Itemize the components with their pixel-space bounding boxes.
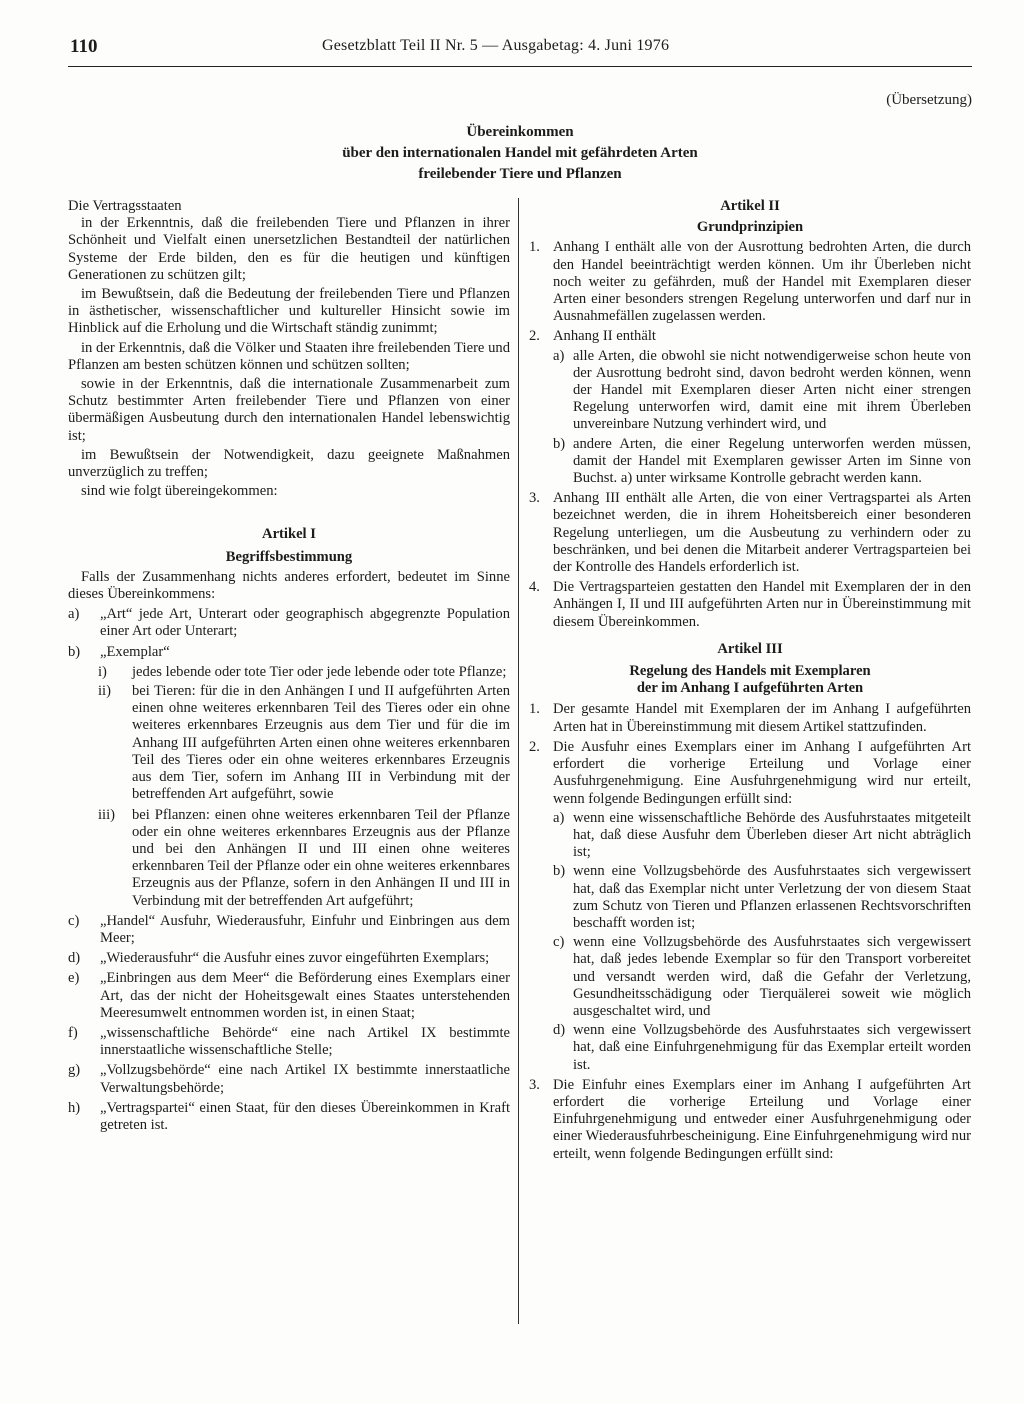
- article-3-paragraph-2d: [553, 1022, 971, 1074]
- item-text: Der gesamte Handel mit Exemplaren der im Anhang I aufgeführten Arten hat in Übereinstimmung mit diesem Artikel stattzufinden.: [553, 701, 971, 735]
- item-text: bei Pflanzen: einen ohne weiteres erkennbaren Teil der Pflanze oder ein ohne weiteres erkennbares Erzeugnis aus der Pflanze und bei den Anhängen II und III einen ohne weiteres erkennbaren Teil der Pflanze oder ein ohne weiteres erkennbares Erzeugnis aus der Pflanze, sofern in den Anhängen II und III in Verbindung mit der betreffenden Art aufgeführt;: [132, 806, 510, 909]
- document-title: [68, 122, 972, 185]
- item-label: d): [68, 950, 81, 967]
- item-label: c): [68, 912, 80, 929]
- translation-note: (Übersetzung): [886, 92, 972, 108]
- article-3-paragraph-2c: [553, 934, 971, 1020]
- article-3-title: Artikel III: [717, 640, 783, 657]
- item-text: alle Arten, die obwohl sie nicht notwendigerweise schon heute von der Ausrottung bedroht sind, davon bedroht werden können, wenn der Handel mit Exemplaren dieser Arten nicht einer strengen Regelung unterworfen wird, damit eine mit ihrem Überleben unvereinbare Nutzung verhindert wird, und: [573, 347, 971, 433]
- item-label: e): [68, 970, 80, 987]
- item-text: „Exemplar“: [100, 643, 170, 660]
- item-label: h): [68, 1099, 81, 1116]
- page-number: 110: [70, 36, 98, 57]
- definition-a: [68, 606, 510, 640]
- item-label: 2.: [529, 328, 540, 345]
- article-1-title: Artikel I: [262, 526, 316, 543]
- definition-b: [68, 644, 510, 661]
- preamble-paragraph: in der Erkenntnis, daß die Völker und Staaten ihre freilebenden Tiere und Pflanzen am besten schützen können und schützen sollten;: [68, 339, 510, 373]
- article-2-paragraph-2: [529, 328, 971, 345]
- item-text: „Einbringen aus dem Meer“ die Beförderung eines Exemplars einer Art, das der nicht der Hoheitsgewalt eines Staates unterstehenden Meeresumwelt entnommen worden ist, in einen Staat;: [100, 970, 510, 1021]
- item-label: g): [68, 1062, 81, 1079]
- right-column: [529, 198, 971, 1163]
- article-2-subtitle: Grundprinzipien: [696, 219, 804, 236]
- item-label: iii): [98, 806, 116, 823]
- item-label: b): [553, 435, 566, 452]
- item-text: Die Vertragsparteien gestatten den Handel mit Exemplaren der in den Anhängen I, II und III aufgeführten Arten nur in Übereinstimmung mit diesem Übereinkommen.: [553, 579, 971, 630]
- definition-c: [68, 913, 510, 947]
- definition-b-i: [98, 664, 510, 681]
- article-2-paragraph-4: [529, 579, 971, 631]
- article-2-paragraph-2b: [553, 436, 971, 488]
- article-3-subtitle-2: der im Anhang I aufgeführten Arten: [636, 680, 864, 697]
- item-text: wenn eine Vollzugsbehörde des Ausfuhrstaates sich vergewissert hat, daß eine Einfuhrgenehmigung für das Exemplar erteilt worden ist.: [573, 1022, 971, 1073]
- article-2-paragraph-2a: [553, 348, 971, 434]
- preamble-paragraph: sowie in der Erkenntnis, daß die internationale Zusammenarbeit zum Schutz bestimmter Arten freilebender Tiere und Pflanzen von einer übermäßigen Ausbeutung durch den internationalen Handel lebenswichtig ist;: [68, 376, 510, 444]
- item-label: a): [553, 347, 565, 364]
- item-text: andere Arten, die einer Regelung unterworfen werden müssen, damit der Handel mit Exemplaren gewisser Arten im Sinne von Buchst. a) unter wirksame Kontrolle gebracht werden kann.: [573, 435, 971, 487]
- preamble-paragraph: in der Erkenntnis, daß die freilebenden Tiere und Pflanzen in ihrer Schönheit und Vielfalt einen unersetzlichen Bestandteil der natürlichen Systeme der Erde bilden, den es für die heutigen und künftigen Generationen zu schützen gilt;: [68, 215, 510, 283]
- item-label: i): [98, 663, 107, 680]
- definition-b-ii: [98, 683, 510, 803]
- definition-f: [68, 1025, 510, 1059]
- article-3-subtitle-1: Regelung des Handels mit Exemplaren: [629, 663, 871, 680]
- definition-g: [68, 1062, 510, 1096]
- definition-h: [68, 1100, 510, 1134]
- item-text: Die Ausfuhr eines Exemplars einer im Anhang I aufgeführten Art erfordert die vorherige Erteilung und Vorlage einer Ausfuhrgenehmigung. Eine Ausfuhrgenehmigung wird nur erteilt, wenn folgende Bedingungen erfüllt sind:: [553, 738, 971, 807]
- left-column: [68, 198, 510, 1134]
- article-3-paragraph-1: [529, 701, 971, 735]
- item-label: a): [553, 809, 565, 826]
- item-text: wenn eine Vollzugsbehörde des Ausfuhrstaates sich vergewissert hat, daß das Exemplar nicht unter Verletzung der von diesem Staat zum Schutz von Tieren und Pflanzen erlassenen Rechtsvorschriften beschafft worden ist;: [573, 863, 971, 931]
- article-3-paragraph-2b: [553, 863, 971, 932]
- preamble-intro: Die Vertragsstaaten: [68, 198, 182, 214]
- item-text: wenn eine Vollzugsbehörde des Ausfuhrstaates sich vergewissert hat, daß jedes lebende Exemplar so für den Transport vorbereitet und versandt werden wird, daß die Gefahr der Verletzung, Gesundheitsschädigung oder Tierquälerei soweit wie möglich ausgeschaltet wird, und: [573, 934, 971, 1019]
- item-text: Anhang III enthält alle Arten, die von einer Vertragspartei als Arten bezeichnet werden, die in ihrem Hoheitsbereich einer besonderen Regelung unterliegen, um die Ausbeutung zu verhindern oder zu beschränken, und bei denen die Mitarbeit anderer Vertragsparteien bei der Kontrolle des Handels erforderlich ist.: [553, 490, 971, 576]
- article-2-paragraph-3: [529, 490, 971, 576]
- title-line-3: freilebender Tiere und Pflanzen: [418, 166, 622, 182]
- item-text: „Vertragspartei“ einen Staat, für den dieses Übereinkommen in Kraft getreten ist.: [100, 1099, 510, 1133]
- title-line-2: über den internationalen Handel mit gefährdeten Arten: [342, 145, 698, 161]
- item-label: 3.: [529, 490, 540, 507]
- title-line-1: Übereinkommen: [466, 124, 574, 140]
- item-label: 1.: [529, 239, 540, 256]
- running-title: Gesetzblatt Teil II Nr. 5 — Ausgabetag: 4. Juni 1976: [322, 37, 670, 54]
- item-label: d): [553, 1022, 566, 1039]
- item-label: 4.: [529, 579, 540, 596]
- item-text: „Vollzugsbehörde“ eine nach Artikel IX bestimmte innerstaatliche Verwaltungsbehörde;: [100, 1062, 510, 1096]
- item-label: 2.: [529, 738, 540, 755]
- definition-e: [68, 970, 510, 1022]
- item-text: wenn eine wissenschaftliche Behörde des Ausfuhrstaates mitgeteilt hat, daß diese Ausfuhr dem Überleben dieser Art nicht abträglich ist;: [573, 809, 971, 861]
- item-text: „wissenschaftliche Behörde“ eine nach Artikel IX bestimmte innerstaatliche wissenschaftliche Stelle;: [100, 1024, 510, 1059]
- item-text: Anhang II enthält: [553, 328, 656, 345]
- item-text: Die Einfuhr eines Exemplars einer im Anhang I aufgeführten Art erfordert die vorherige Erteilung und Vorlage einer Einfuhrgenehmigung und entweder einer Ausfuhrgenehmigung oder einer Wiederausfuhrbescheinigung. Eine Einfuhrgenehmigung wird nur erteilt, wenn folgende Bedingungen erfüllt sind:: [553, 1076, 971, 1162]
- preamble-closing: sind wie folgt übereingekommen:: [81, 483, 278, 500]
- item-text: jedes lebende oder tote Tier oder jede lebende oder tote Pflanze;: [132, 663, 507, 680]
- item-label: a): [68, 606, 80, 623]
- definition-b-iii: [98, 807, 510, 910]
- column-divider: [518, 198, 519, 1324]
- article-3-paragraph-2: [529, 739, 971, 808]
- item-label: 1.: [529, 701, 540, 718]
- article-1-subtitle: Begriffsbestimmung: [225, 548, 353, 565]
- item-label: b): [553, 863, 566, 880]
- item-label: ii): [98, 683, 111, 700]
- article-2-title: Artikel II: [720, 198, 780, 214]
- item-text: bei Tieren: für die in den Anhängen I und II aufgeführten Arten einen ohne weiteres erkennbaren Teil des Tieres oder ein ohne weiteres erkennbares Erzeugnis aus dem Tier und für die im Anhang III aufgeführten Arten einen ohne weiteres erkennbaren Teil des Tieres oder ein ohne weiteres erkennbares Erzeugnis aus dem Tier, sofern im Anhang III in Verbindung mit der betreffenden Art aufgeführt, sowie: [132, 683, 510, 803]
- item-label: 3.: [529, 1076, 540, 1093]
- item-text: „Wiederausfuhr“ die Ausfuhr eines zuvor eingeführten Exemplars;: [100, 950, 490, 967]
- article-2-paragraph-1: [529, 239, 971, 325]
- article-3-paragraph-2a: [553, 810, 971, 862]
- item-label: b): [68, 643, 81, 660]
- definition-d: [68, 950, 510, 967]
- preamble-paragraph: im Bewußtsein, daß die Bedeutung der freilebenden Tiere und Pflanzen in ästhetischer, wissenschaftlicher und kultureller Hinsicht sowie im Hinblick auf die Erholung und die Wirtschaft ständig zunimmt;: [68, 286, 510, 337]
- article-3-paragraph-3: [529, 1077, 971, 1163]
- page-header: [68, 36, 972, 67]
- item-text: „Art“ jede Art, Unterart oder geographisch abgegrenzte Population einer Art oder Unterart;: [100, 606, 510, 640]
- item-text: Anhang I enthält alle von der Ausrottung bedrohten Arten, die durch den Handel beeinträchtigt werden können. Um ihr Überleben nicht noch weiter zu gefährden, muß der Handel mit Exemplaren dieser Arten einer besonders strengen Regelung unterworfen und darf nur in Ausnahmefällen zugelassen werden.: [553, 239, 971, 325]
- item-label: f): [68, 1024, 78, 1041]
- item-text: „Handel“ Ausfuhr, Wiederausfuhr, Einfuhr und Einbringen aus dem Meer;: [100, 912, 510, 946]
- preamble-paragraph: im Bewußtsein der Notwendigkeit, dazu geeignete Maßnahmen unverzüglich zu treffen;: [68, 446, 510, 481]
- item-label: c): [553, 934, 565, 951]
- article-1-intro: Falls der Zusammenhang nichts anderes erfordert, bedeutet im Sinne dieses Übereinkommens:: [68, 568, 510, 603]
